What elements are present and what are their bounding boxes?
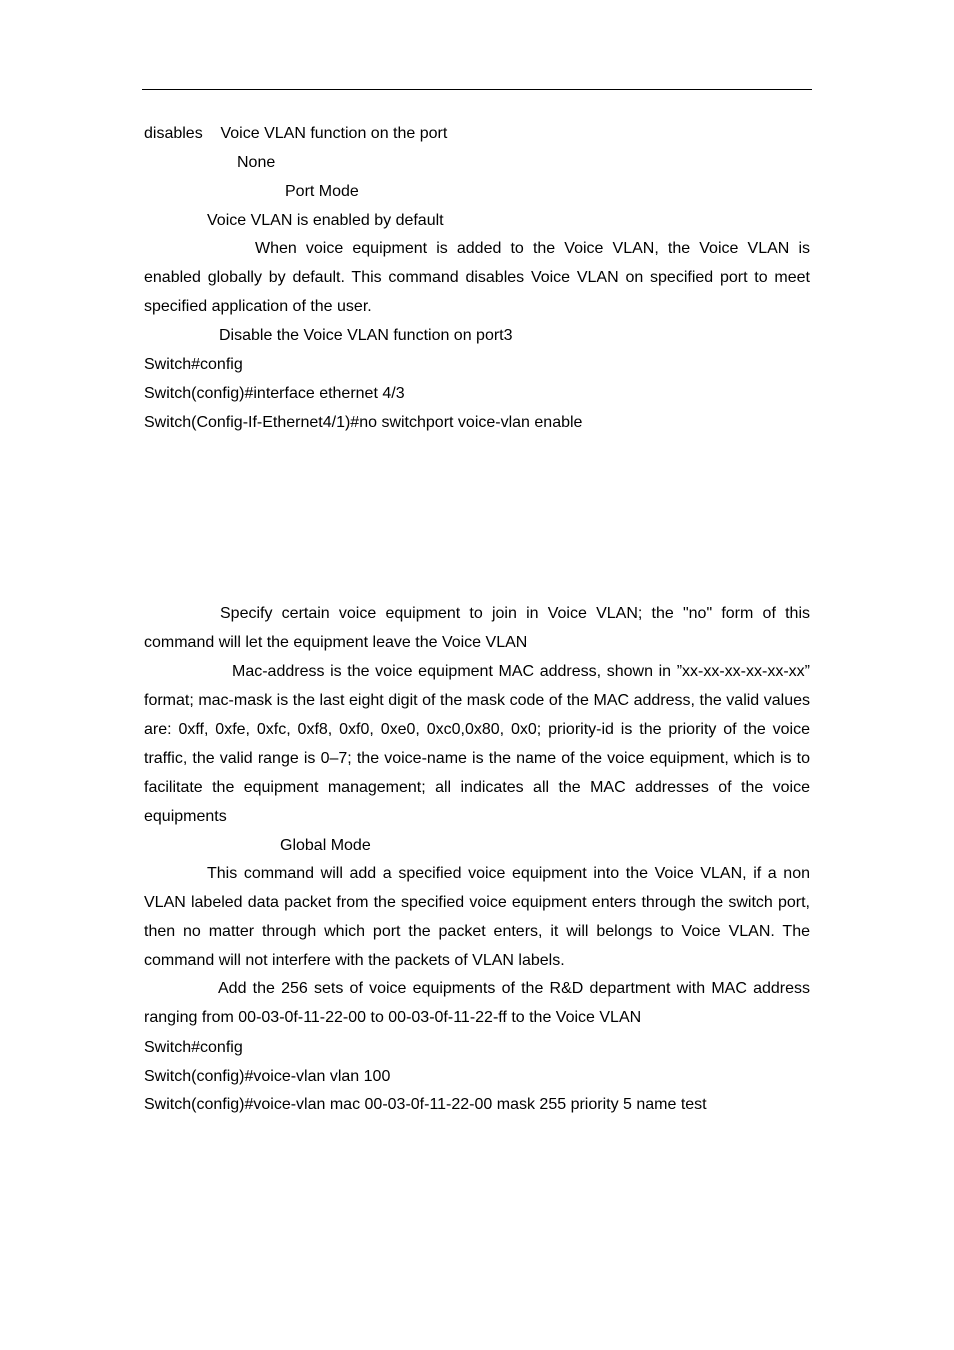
- code-line: Switch(config)#interface ethernet 4/3: [144, 385, 405, 402]
- code-line: Switch#config: [144, 1039, 243, 1056]
- code-line: Switch(Config-If-Ethernet4/1)#no switchport voice-vlan enable: [144, 414, 583, 431]
- parameter-description: Mac-address is the voice equipment MAC address, shown in ”xx-xx-xx-xx-xx-xx” format; mac-mask is the last eight digit of the mask code of the MAC address, the valid values are: 0xff, 0xfe, 0xfc, 0xf8, 0xf0, 0xe0, 0xc0,0x80, 0x0; priority-id is the priority of the voice traffic, the valid range is 0–7; the voice-name is the name of the voice equipment, which is to facilitate the equipment management; all indicates all the MAC addresses of the voice equipments: [144, 663, 810, 825]
- usage-guide: This command will add a specified voice equipment into the Voice VLAN, if a non VLAN labeled data packet from the specified voice equipment enters through the switch port, then no matter through which port the packet enters, it will belongs to Voice VLAN. The command will not interfere with the packets of VLAN labels.: [144, 865, 810, 969]
- example-description: Disable the Voice VLAN function on port3: [219, 327, 513, 344]
- code-line: Switch#config: [144, 356, 243, 373]
- command-function: Specify certain voice equipment to join in Voice VLAN; the "no" form of this command will let the equipment leave the Voice VLAN: [144, 605, 810, 651]
- command-mode: Port Mode: [285, 183, 359, 200]
- usage-guide: When voice equipment is added to the Voice VLAN, the Voice VLAN is enabled globally by default. This command disables Voice VLAN on specified port to meet specified application of the user.: [144, 240, 810, 315]
- usage-line: disables Voice VLAN function on the port: [144, 125, 448, 142]
- code-line: Switch(config)#voice-vlan mac 00-03-0f-11-22-00 mask 255 priority 5 name test: [144, 1096, 707, 1113]
- code-line: Switch(config)#voice-vlan vlan 100: [144, 1068, 391, 1085]
- example-description: Add the 256 sets of voice equipments of the R&D department with MAC address ranging from 00-03-0f-11-22-00 to 00-03-0f-11-22-ff to the Voice VLAN: [144, 980, 810, 1026]
- header-rule: [142, 89, 812, 90]
- command-mode: Global Mode: [280, 837, 371, 854]
- default-state: Voice VLAN is enabled by default: [207, 212, 444, 229]
- default-value: None: [237, 154, 276, 171]
